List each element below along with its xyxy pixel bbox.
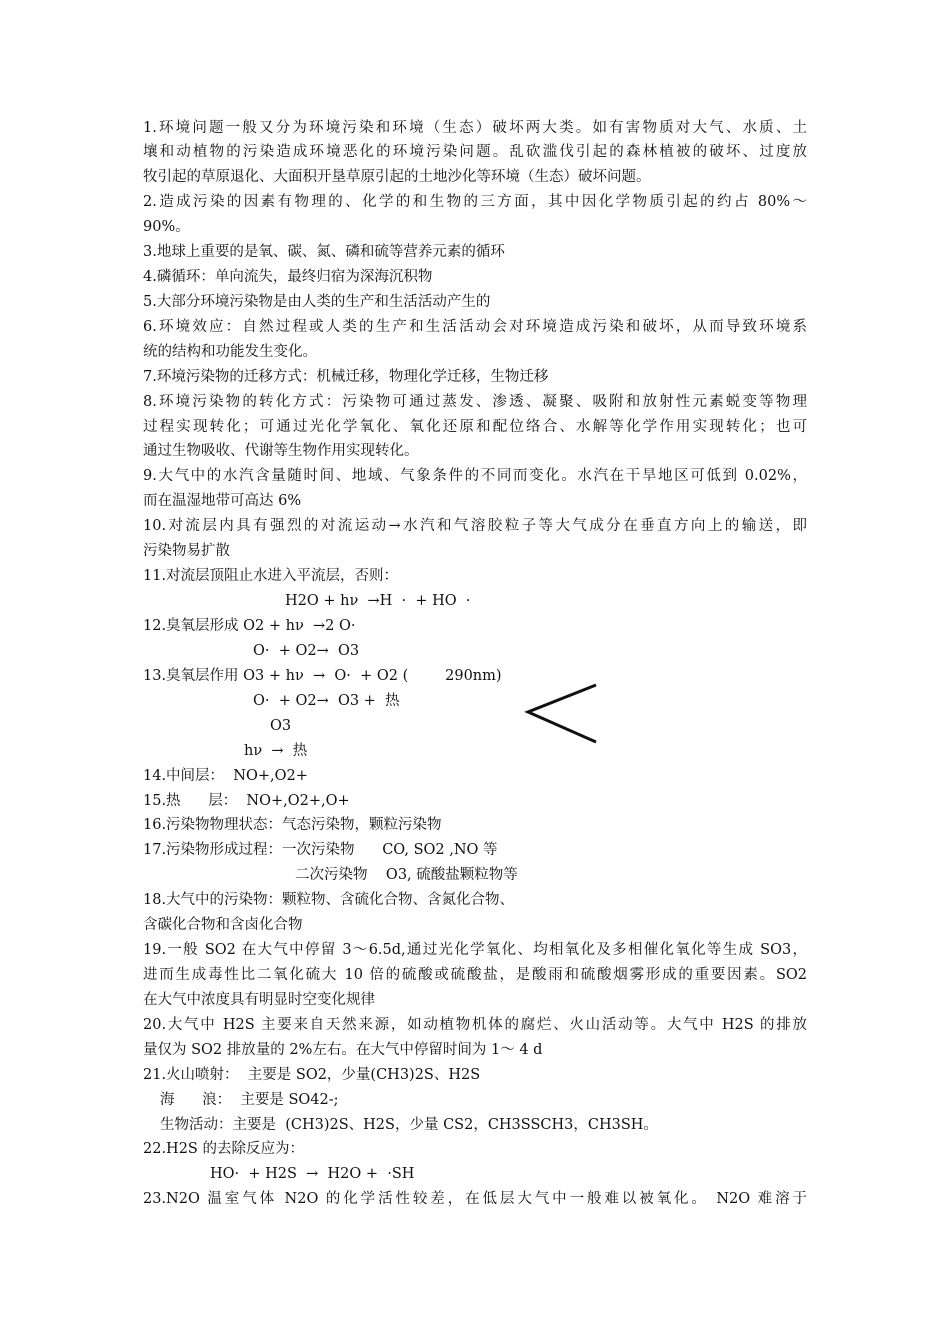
paragraph-line: 1.环境问题一般又分为环境污染和环境（生态）破坏两大类。如有害物质对大气、水质、土 <box>143 120 807 136</box>
less-than-bracket-icon <box>522 682 602 746</box>
paragraph-line: 90%。 <box>143 219 190 235</box>
paragraph-line: 而在温湿地带可高达 6% <box>143 493 302 509</box>
paragraph-line: 7.环境污染物的迁移方式：机械迁移，物理化学迁移，生物迁移 <box>143 369 549 385</box>
paragraph-line: 23.N2O 温室气体 N2O 的化学活性较差，在低层大气中一般难以被氧化。 N2O 难溶于 <box>143 1191 807 1207</box>
paragraph-line: 12.臭氧层形成 O2 + hν →2 O· <box>143 618 356 634</box>
equation-line: O· + O2→ O3 <box>253 643 360 659</box>
paragraph-line: 3.地球上重要的是氧、碳、氮、磷和硫等营养元素的循环 <box>143 244 505 260</box>
paragraph-line: 18.大气中的污染物：颗粒物、含硫化合物、含氮化合物、 <box>143 892 515 908</box>
equation-line: O3 <box>270 718 292 734</box>
equation-line: H2O + hν →H · + HO · <box>285 593 471 609</box>
equation-line: HO· + H2S → H2O + ·SH <box>210 1166 415 1182</box>
paragraph-line: 6.环境效应：自然过程或人类的生产和生活活动会对环境造成污染和破坏，从而导致环境系 <box>143 319 807 335</box>
paragraph-line: 21.火山喷射： 主要是 SO2，少量(CH3)2S、H2S <box>143 1067 481 1083</box>
paragraph-line: 在大气中浓度具有明显时空变化规律 <box>143 992 375 1008</box>
paragraph-line: 量仅为 SO2 排放量的 2%左右。在大气中停留时间为 1～ 4 d <box>143 1042 543 1058</box>
paragraph-line: 17.污染物形成过程：一次污染物 CO, SO2 ,NO 等 <box>143 842 498 858</box>
paragraph-line: 通过生物吸收、代谢等生物作用实现转化。 <box>143 443 419 459</box>
paragraph-line: 16.污染物物理状态：气态污染物，颗粒污染物 <box>143 817 442 833</box>
paragraph-line: 11.对流层顶阻止水进入平流层，否则： <box>143 568 399 584</box>
paragraph-line: 4.磷循环：单向流失，最终归宿为深海沉积物 <box>143 269 433 285</box>
paragraph-line: 8.环境污染物的转化方式：污染物可通过蒸发、渗透、凝聚、吸附和放射性元素蜕变等物理 <box>143 394 807 410</box>
paragraph-line: 2.造成污染的因素有物理的、化学的和生物的三方面，其中因化学物质引起的约占 80%～ <box>143 194 807 210</box>
paragraph-line: 15.热 层： NO+,O2+,O+ <box>143 793 350 809</box>
paragraph-line: 统的结构和功能发生变化。 <box>143 344 317 360</box>
paragraph-line: 10.对流层内具有强烈的对流运动→水汽和气溶胶粒子等大气成分在垂直方向上的输送，即 <box>143 518 807 534</box>
paragraph-line: 过程实现转化；可通过光化学氧化、氧化还原和配位络合、水解等化学作用实现转化；也可 <box>143 419 807 435</box>
paragraph-line: 二次污染物 O3, 硫酸盐颗粒物等 <box>295 867 518 883</box>
paragraph-line: 进而生成毒性比二氧化硫大 10 倍的硫酸或硫酸盐，是酸雨和硫酸烟雾形成的重要因素。SO2 <box>143 967 807 983</box>
paragraph-line: 生物活动：主要是 (CH3)2S、H2S，少量 CS2，CH3SSCH3，CH3SH。 <box>160 1117 658 1133</box>
paragraph-line: 20.大气中 H2S 主要来自天然来源，如动植物机体的腐烂、火山活动等。大气中 H2S 的排放 <box>143 1017 807 1033</box>
paragraph-line: 5.大部分环境污染物是由人类的生产和生活活动产生的 <box>143 294 491 310</box>
equation-line: O· + O2→ O3 + 热 <box>253 693 400 709</box>
paragraph-line: 19.一般 SO2 在大气中停留 3～6.5d,通过光化学氧化、均相氧化及多相催化氧化等生成 SO3， <box>143 942 807 958</box>
paragraph-line: 13.臭氧层作用 O3 + hν → O· + O2 ( 290nm) <box>143 668 502 684</box>
paragraph-line: 14.中间层： NO+,O2+ <box>143 768 308 784</box>
paragraph-line: 牧引起的草原退化、大面积开垦草原引起的土地沙化等环境（生态）破坏问题。 <box>143 169 651 185</box>
paragraph-line: 污染物易扩散 <box>143 543 230 559</box>
paragraph-line: 22.H2S 的去除反应为： <box>143 1141 304 1157</box>
paragraph-line: 9.大气中的水汽含量随时间、地域、气象条件的不同而变化。水汽在干旱地区可低到 0.02%， <box>143 468 807 484</box>
paragraph-line: 壤和动植物的污染造成环境恶化的环境污染问题。乱砍滥伐引起的森林植被的破坏、过度放 <box>143 144 807 160</box>
equation-line: hν → 热 <box>244 743 308 759</box>
paragraph-line: 海 浪： 主要是 SO42-; <box>160 1092 339 1108</box>
paragraph-line: 含碳化合物和含卤化合物 <box>143 917 303 933</box>
